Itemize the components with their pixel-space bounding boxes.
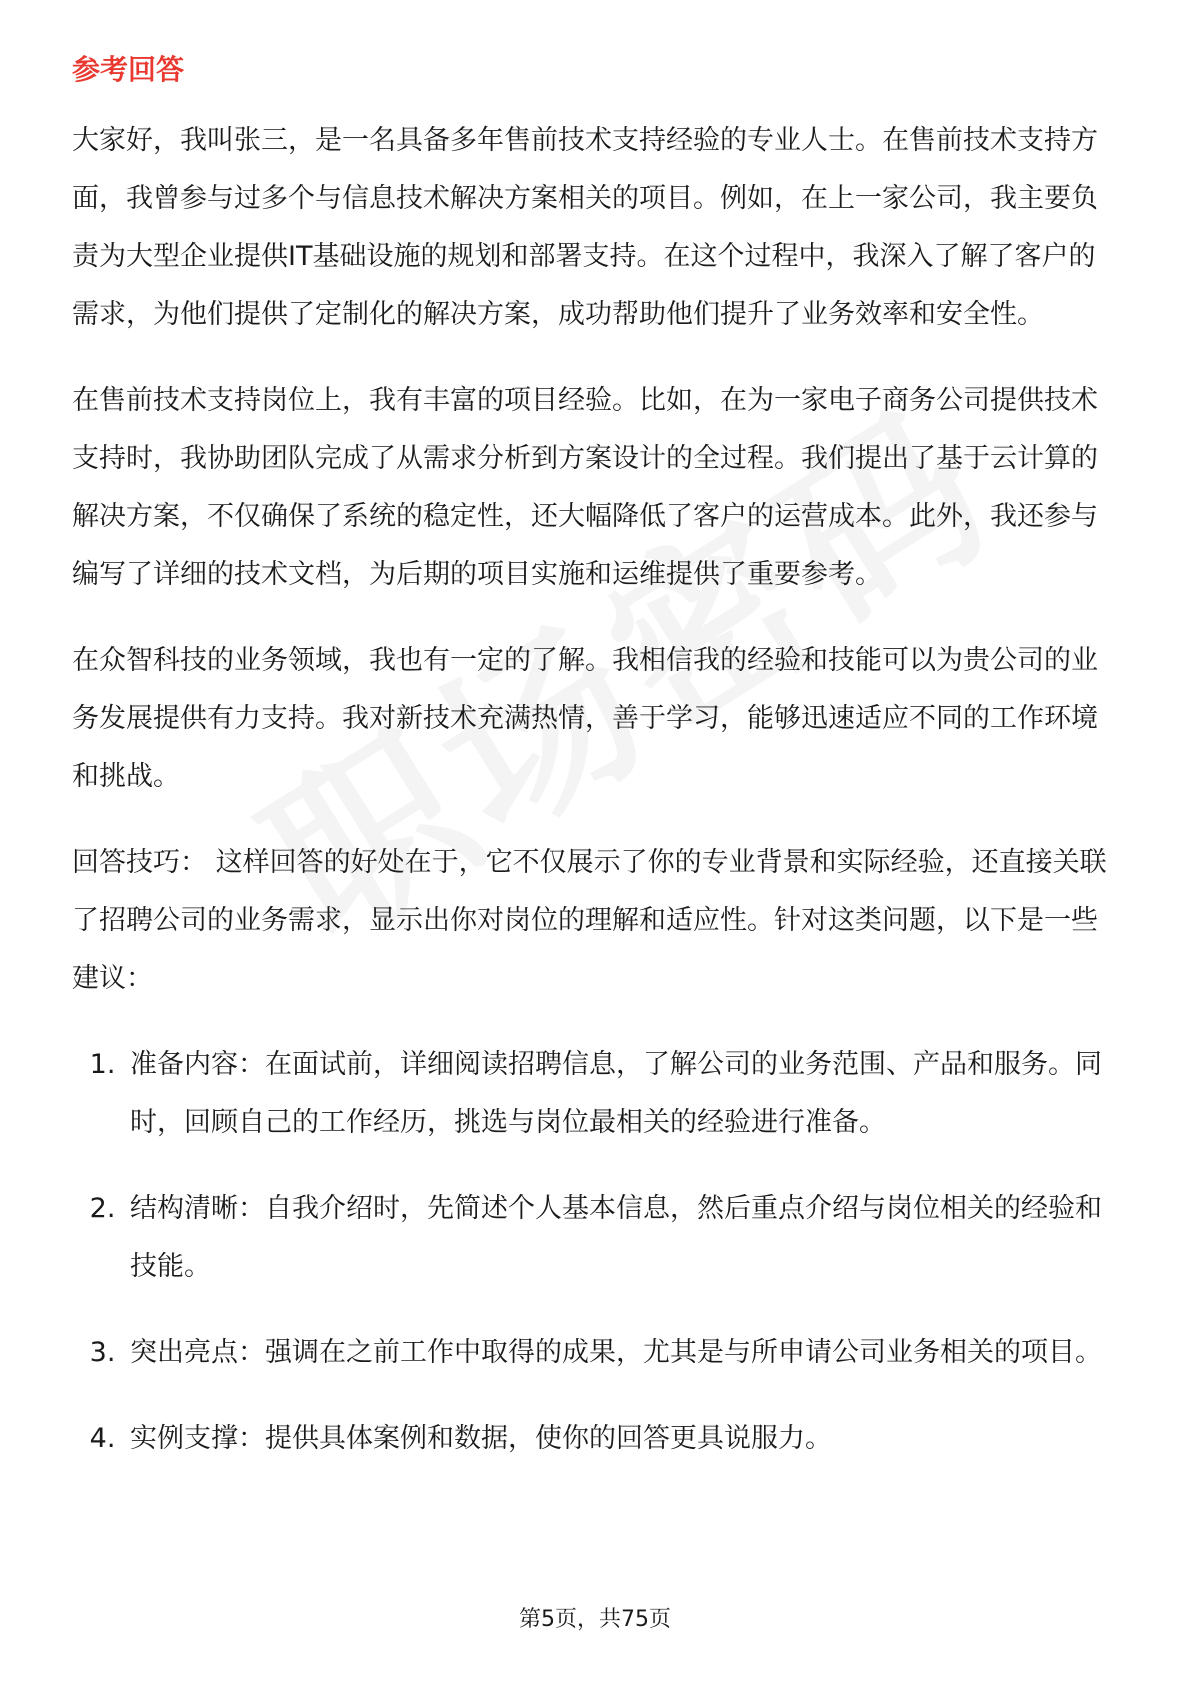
tip-item-prepare: 1. 准备内容：在面试前，详细阅读招聘信息，了解公司的业务范围、产品和服务。同时，回顾自己的工作经历，挑选与岗位最相关的经验进行准备。 bbox=[124, 1036, 1118, 1152]
tip-item-structure: 2. 结构清晰：自我介绍时，先简述个人基本信息，然后重点介绍与岗位相关的经验和技能。 bbox=[124, 1180, 1118, 1296]
page-number-footer: 第5页，共75页 bbox=[519, 1607, 671, 1632]
tips-list bbox=[72, 1036, 1118, 1468]
page-heading: 参考回答 bbox=[72, 53, 185, 86]
tip-item-highlights: 3. 突出亮点：强调在之前工作中取得的成果，尤其是与所申请公司业务相关的项目。 bbox=[124, 1324, 1118, 1382]
answer-paragraph-company: 在众智科技的业务领域，我也有一定的了解。我相信我的经验和技能可以为贵公司的业务发展提供有力支持。我对新技术充满热情，善于学习，能够迅速适应不同的工作环境和挑战。 bbox=[72, 645, 1098, 792]
answer-tips-intro: 回答技巧： 这样回答的好处在于，它不仅展示了你的专业背景和实际经验，还直接关联了招聘公司的业务需求，显示出你对岗位的理解和适应性。针对这类问题，以下是一些建议： bbox=[72, 847, 1107, 994]
answer-paragraph-intro: 大家好，我叫张三，是一名具备多年售前技术支持经验的专业人士。在售前技术支持方面，我曾参与过多个与信息技术解决方案相关的项目。例如，在上一家公司，我主要负责为大型企业提供IT基础设施的规划和部署支持。在这个过程中，我深入了解了客户的需求，为他们提供了定制化的解决方案，成功帮助他们提升了业务效率和安全性。 bbox=[72, 125, 1098, 330]
document-body bbox=[72, 112, 1118, 1496]
answer-paragraph-experience: 在售前技术支持岗位上，我有丰富的项目经验。比如，在为一家电子商务公司提供技术支持时，我协助团队完成了从需求分析到方案设计的全过程。我们提出了基于云计算的解决方案，不仅确保了系统的稳定性，还大幅降低了客户的运营成本。此外，我还参与编写了详细的技术文档，为后期的项目实施和运维提供了重要参考。 bbox=[72, 385, 1098, 590]
tip-item-examples: 4. 实例支撑：提供具体案例和数据，使你的回答更具说服力。 bbox=[124, 1410, 1118, 1468]
